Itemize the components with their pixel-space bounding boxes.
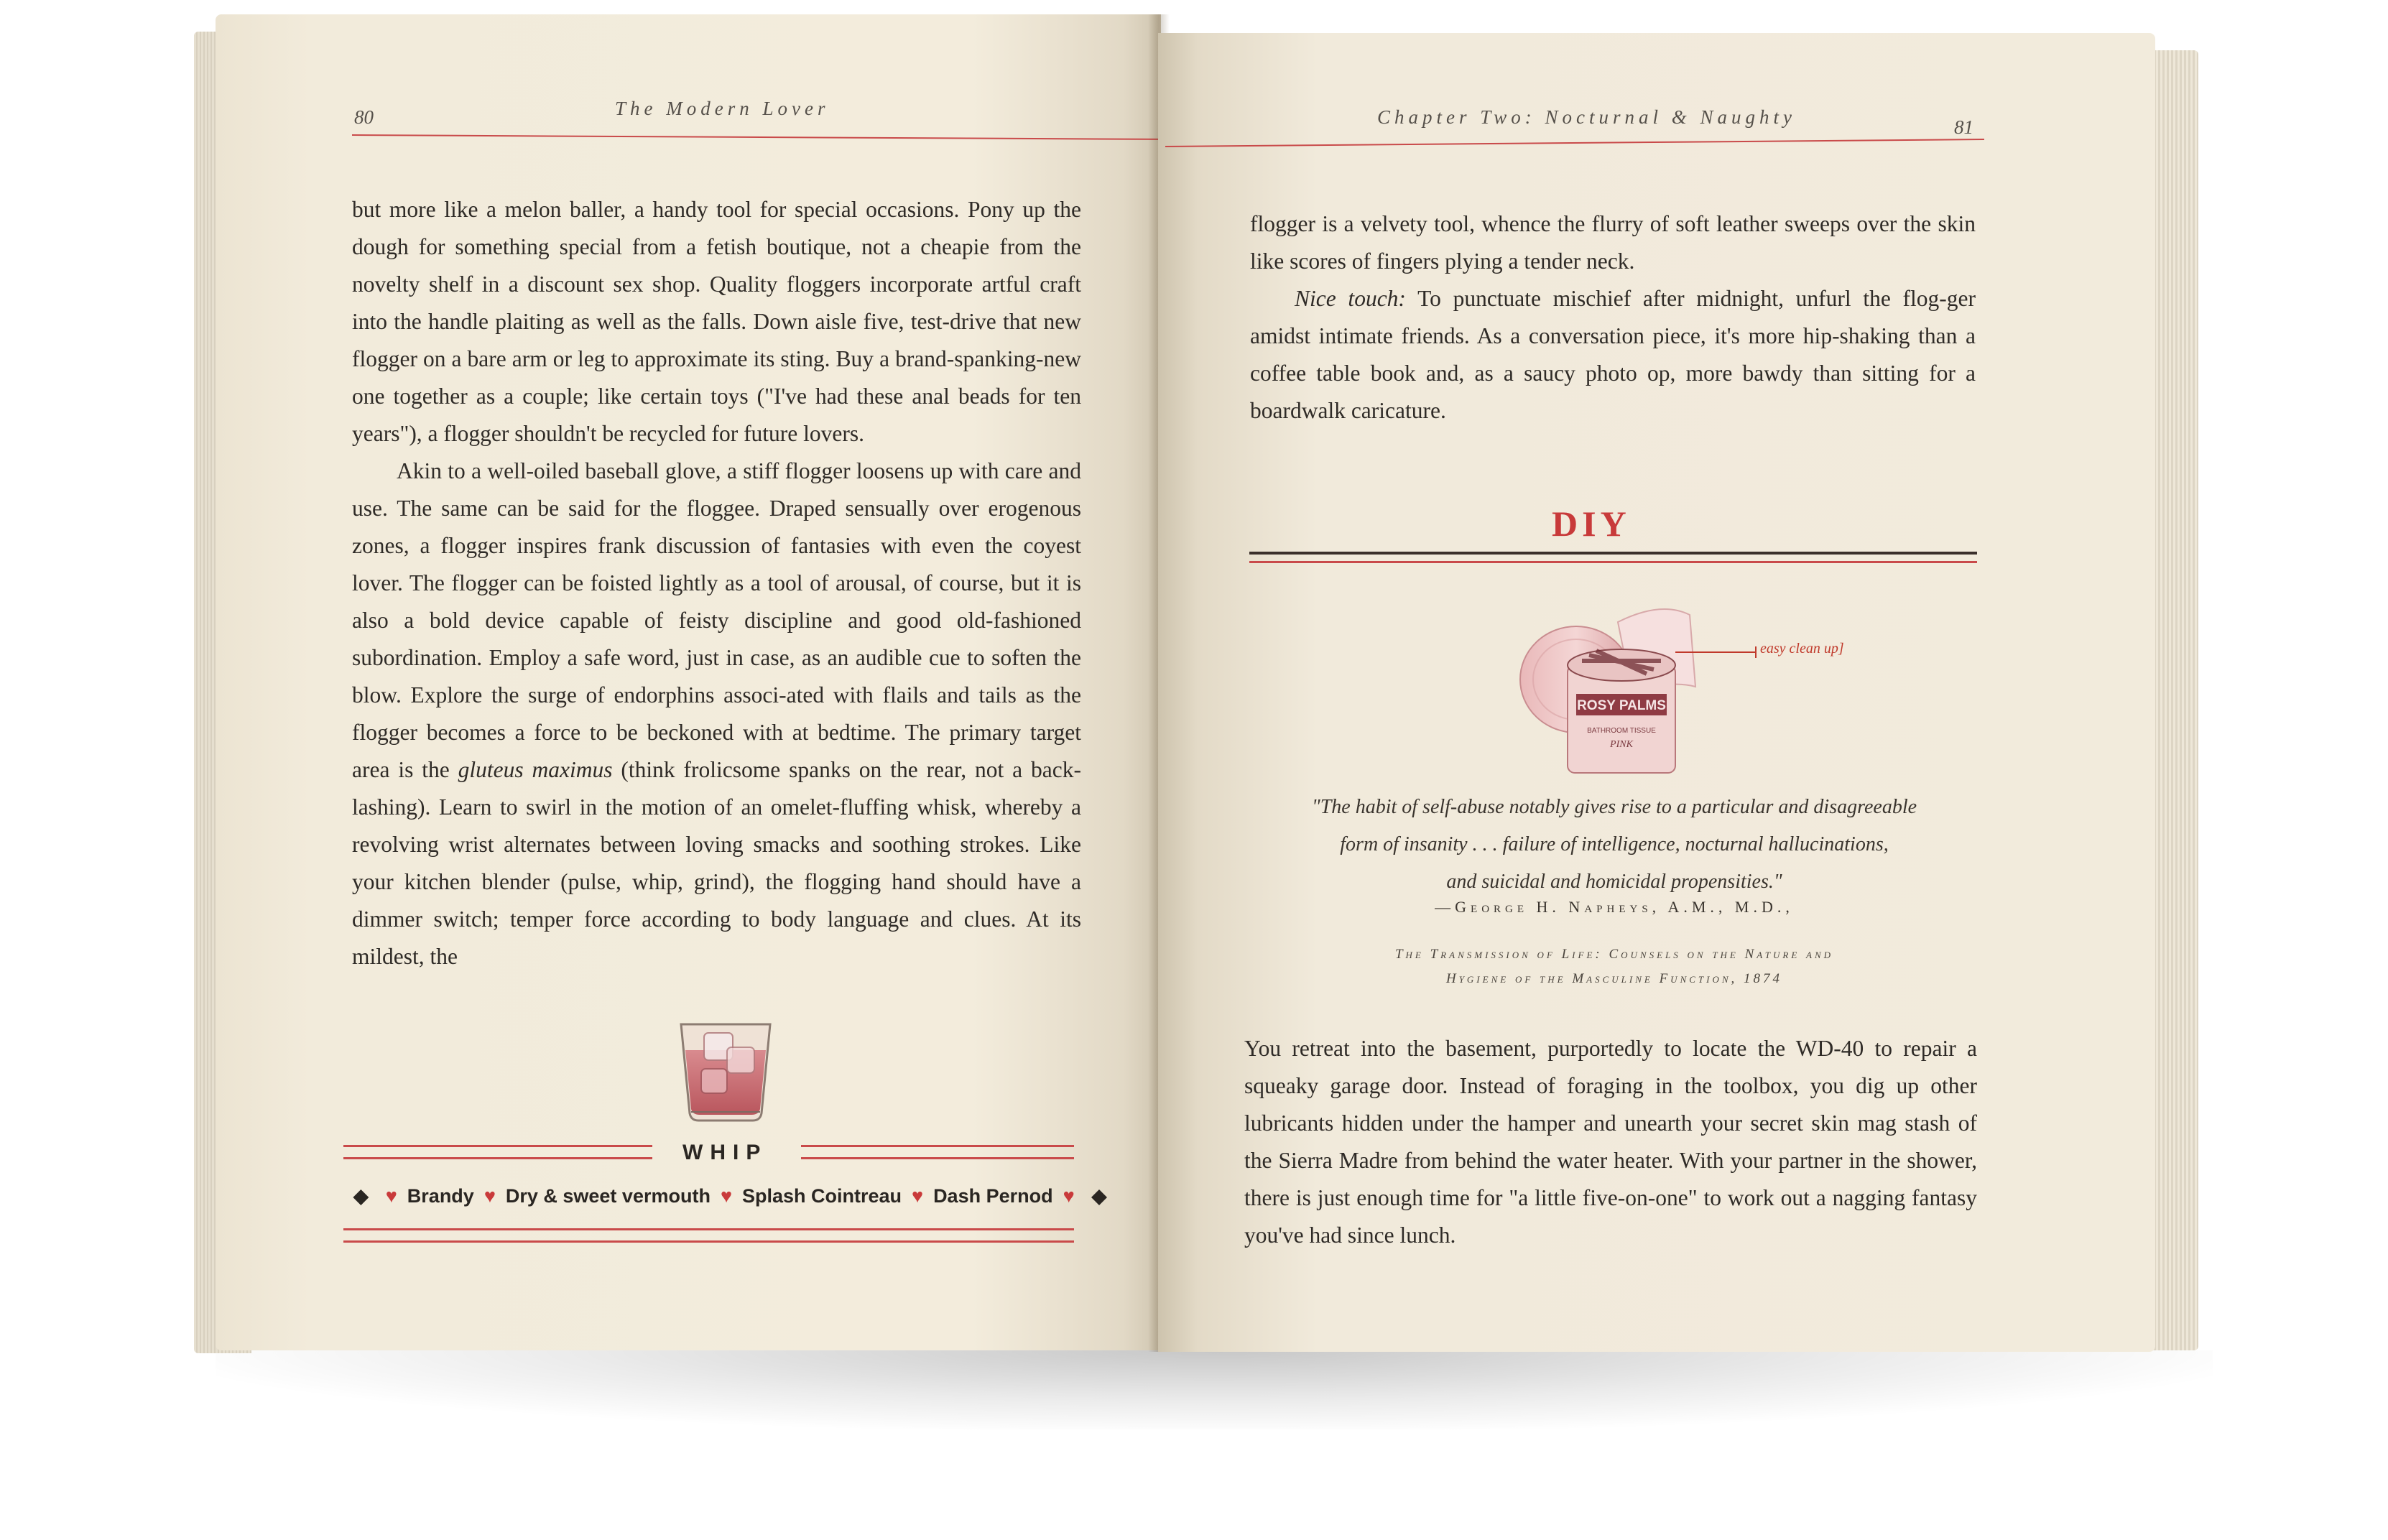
brand-subtext: BATHROOM TISSUE	[1587, 727, 1656, 735]
callout-label: easy clean up]	[1760, 641, 1844, 657]
left-page	[216, 14, 1161, 1350]
right-paragraph-2	[1250, 280, 1976, 430]
left-body-text	[352, 191, 1081, 975]
nice-touch-label: Nice touch:	[1295, 286, 1406, 311]
tissue-roll-illustration	[1510, 600, 1740, 787]
source-line: Hygiene of the Masculine Function, 1874	[1445, 971, 1783, 986]
ingredient: Brandy	[407, 1185, 474, 1207]
heart-icon: ♥	[720, 1185, 732, 1207]
brand-label: ROSY PALMS	[1577, 698, 1666, 713]
quote-line: form of insanity . . . failure of intelligence, nocturnal hallucinations,	[1340, 833, 1889, 855]
heart-icon: ♥	[483, 1185, 496, 1207]
right-body-text	[1250, 205, 1976, 430]
right-page	[1158, 33, 2155, 1352]
cocktail-title: WHIP	[682, 1141, 768, 1164]
heart-icon: ♥	[912, 1185, 924, 1207]
diy-rule-red	[1249, 561, 1977, 563]
left-paragraph-2-part-b: (think frolicsome spanks on the rear, not a back-lashing). Learn to swirl in the motion of an omelet-fluffing whisk, whereby a revolving wrist alternates between loving smacks and soothing strokes. Like your kitchen blender (pulse, whip, grind), the flogging hand should have a dimmer switch; temper force according to body language and clues. At its mildest, the	[352, 757, 1082, 969]
quote-attribution: —George H. Napheys, A.M., M.D.,	[1435, 898, 1794, 916]
callout-text: easy clean up	[1760, 641, 1838, 657]
diamond-icon: ◆	[1091, 1185, 1107, 1207]
heart-icon: ♥	[1063, 1185, 1075, 1207]
whip-rule-right	[801, 1145, 1074, 1159]
italic-term: gluteus maximus	[458, 757, 613, 782]
left-paragraph-1: but more like a melon baller, a handy tool for special occasions. Pony up the dough for something special from a fetish boutique, not a cheapie from the novelty shelf in a discount sex shop. Quality floggers incorporate artful craft into the handle plaiting as well as the falls. Down aisle five, test-drive that new flogger on a bare arm or leg to approximate its sting. Buy a brand-spanking-new one together as a couple; like certain toys ("I've had these anal beads for ten years"), a flogger shouldn't be recycled for future lovers.	[352, 197, 1081, 446]
book-shadow	[216, 1350, 2213, 1429]
whip-rule-bottom	[343, 1228, 1074, 1243]
closing-paragraph: You retreat into the basement, purportedly to locate the WD-40 to repair a squeaky garage door. Instead of foraging in the toolbox, you dig up other lubricants hidden under the hamper and unearth your secret skin mag stash of the Sierra Madre from behind the water heater. With your partner in the shower, there is just enough time for "a little five-on-one" to work out a nagging fantasy you've had since lunch.	[1244, 1036, 1977, 1248]
ingredient: Dry & sweet vermouth	[505, 1185, 711, 1207]
diy-rule-dark	[1249, 552, 1977, 555]
ingredient: Dash Pernod	[933, 1185, 1053, 1207]
right-head-rule	[1165, 139, 1984, 147]
whip-rule-left	[343, 1145, 652, 1159]
quote-line: and suicidal and homicidal propensities."	[1446, 871, 1782, 893]
ingredient: Splash Cointreau	[741, 1185, 902, 1207]
quote-source	[1237, 942, 1991, 991]
right-paragraph-1: flogger is a velvety tool, whence the flurry of soft leather sweeps over the skin like scores of fingers plying a tender neck.	[1250, 211, 1976, 274]
left-paragraph-2	[352, 453, 1081, 975]
right-paragraph-2-text: To punctuate mischief after midnight, unfurl the flog-ger amidst intimate friends. As a conversation piece, it's more hip-shaking than a coffee table book and, as a saucy photo op, more bawdy than sitting for a boardwalk caricature.	[1250, 286, 1976, 423]
cocktail-glass-icon	[675, 1019, 776, 1123]
heart-icon: ♥	[385, 1185, 397, 1207]
left-running-head: The Modern Lover	[615, 98, 830, 119]
left-head-rule	[352, 134, 1161, 140]
right-folio: 81	[1954, 116, 1973, 138]
right-running-head: Chapter Two: Nocturnal & Naughty	[1377, 106, 1797, 128]
left-paragraph-2-part-a: Akin to a well-oiled baseball glove, a stiff flogger loosens up with care and use. The same can be said for the floggee. Draped sensually over erogenous zones, a flogger inspires frank discussion of fantasies with even the coyest lover. The flogger can be foisted lightly as a tool of arousal, of course, but it is also a bold device capable of feisty discipline and good old-fashioned subordination. Employ a safe word, just in case, as an audible cue to soften the blow. Explore the surge of endorphins associ-ated with flails and tails as the flogger becomes a force to be beckoned with at bedtime. The primary target area is the	[352, 458, 1081, 782]
epigraph-quote	[1237, 789, 1991, 901]
callout-line	[1675, 644, 1762, 661]
quote-line: "The habit of self-abuse notably gives rise to a particular and disagreeable	[1311, 796, 1917, 818]
brand-color-word: PINK	[1610, 739, 1633, 750]
source-line: The Transmission of Life: Counsels on the Nature and	[1394, 947, 1834, 962]
diamond-icon: ◆	[353, 1185, 369, 1207]
left-folio: 80	[354, 106, 374, 128]
section-heading: DIY	[1552, 504, 1631, 544]
cocktail-ingredients	[346, 1185, 1114, 1207]
